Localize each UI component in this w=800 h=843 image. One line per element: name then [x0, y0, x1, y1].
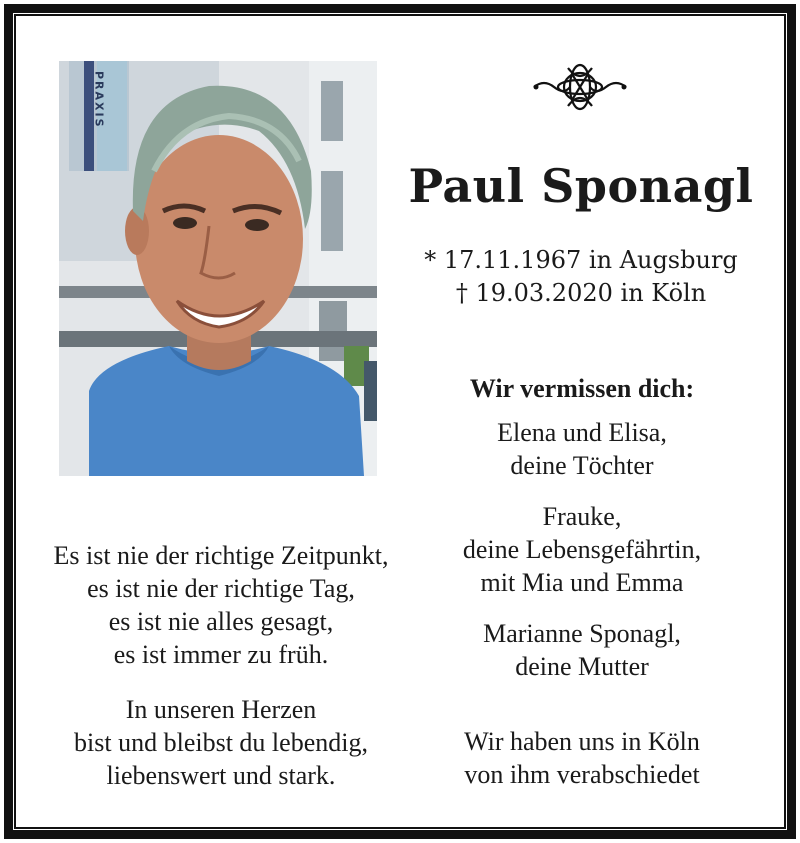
photo-sign-text: PRAXIS	[92, 71, 106, 129]
family-partner	[420, 500, 744, 599]
life-dates	[400, 244, 762, 310]
farewell-note	[420, 725, 744, 791]
poem-line: es ist nie der richtige Tag,	[87, 574, 355, 603]
family-mother	[420, 617, 744, 683]
family-line: Frauke,	[542, 502, 622, 531]
tribute-line: bist und bleibst du lebendig,	[74, 728, 368, 757]
poem	[28, 539, 414, 671]
death-date: † 19.03.2020 in Köln	[455, 279, 707, 307]
family-daughters	[420, 416, 744, 482]
poem-line: es ist immer zu früh.	[113, 640, 329, 669]
family-line: Elena und Elisa,	[497, 418, 667, 447]
family-line: deine Töchter	[510, 451, 654, 480]
missed-heading: Wir vermissen dich:	[469, 374, 695, 403]
family-line: deine Lebensgefährtin,	[462, 535, 702, 564]
family-line: mit Mia und Emma	[480, 568, 684, 597]
portrait-photo	[59, 61, 377, 476]
poem-line: es ist nie alles gesagt,	[108, 607, 334, 636]
family-line: Marianne Sponagl,	[483, 619, 681, 648]
tribute-line: liebenswert und stark.	[106, 761, 336, 790]
farewell-line: Wir haben uns in Köln	[464, 727, 700, 756]
poem-line: Es ist nie der richtige Zeitpunkt,	[53, 541, 389, 570]
family-line: deine Mutter	[515, 652, 649, 681]
deceased-name: Paul Sponagl	[408, 159, 754, 213]
farewell-line: von ihm verabschiedet	[464, 760, 700, 789]
tribute	[28, 693, 414, 792]
birth-date: * 17.11.1967 in Augsburg	[424, 246, 738, 274]
tribute-line: In unseren Herzen	[125, 695, 317, 724]
ornament-flourish	[532, 62, 628, 112]
